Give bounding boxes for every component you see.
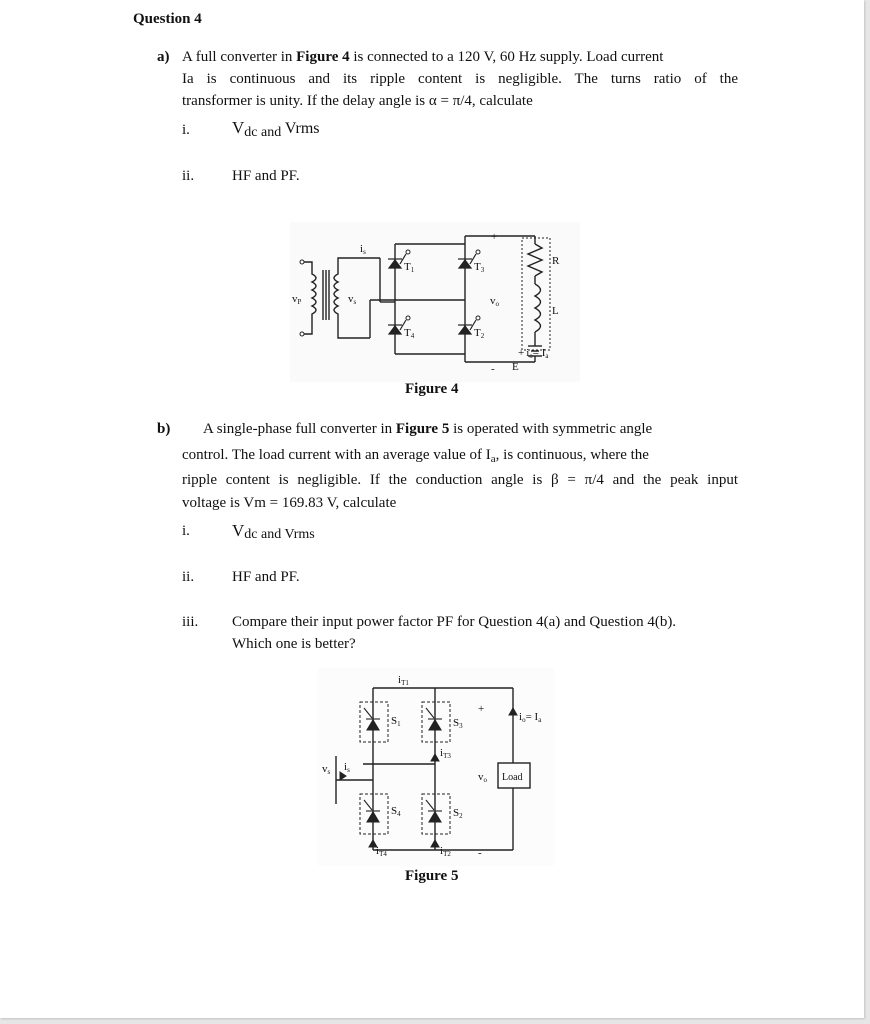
text-run: , is continuous, where the (495, 447, 649, 463)
part-a-label: a) (157, 49, 170, 65)
figure-5-circuit (318, 668, 554, 866)
label-e: E (512, 361, 519, 373)
part-b-line-1 (203, 418, 738, 441)
label-t4: T4 (404, 327, 415, 340)
label-t1: T1 (404, 261, 415, 274)
part-a-line-2: Ia is continuous and its ripple content is negligible. The turns ratio of the (182, 71, 738, 87)
part-b-label: b) (157, 421, 171, 437)
label-s3: S3 (453, 717, 463, 730)
label-vs: vs (348, 293, 357, 306)
label-it2: iT2 (440, 845, 451, 858)
part-a-item-2-num: ii. (182, 168, 195, 184)
label-t2: T2 (474, 327, 485, 340)
text-run: dc and (244, 125, 282, 140)
figure-4-circuit (290, 222, 580, 382)
part-b-item-1-num: i. (182, 523, 190, 539)
label-vo: vo (490, 295, 499, 308)
figure-4-caption: Figure 4 (405, 381, 459, 397)
text-run: a (490, 453, 496, 465)
label-s1: S1 (391, 715, 401, 728)
label-vo: vo (478, 771, 487, 784)
label-vp: vP (292, 293, 302, 306)
label-l: L (552, 305, 559, 317)
label-plus: + (478, 703, 485, 715)
label-t3: T3 (474, 261, 485, 274)
text-run: V (232, 118, 245, 137)
part-a-line-1 (182, 46, 738, 69)
text-run: is operated with symmetric angle (449, 421, 653, 437)
part-a-item-1-text (232, 117, 320, 142)
label-it1: iT1 (398, 674, 409, 687)
label-is: is (344, 761, 350, 774)
part-b-item-2-text: HF and PF. (232, 569, 300, 585)
label-plus: + (491, 231, 498, 243)
question-title: Question 4 (133, 11, 202, 27)
part-b-item-1-text (232, 520, 315, 545)
text-run: control. The load current with an average value of I (182, 447, 491, 463)
part-b-item-2-num: ii. (182, 569, 195, 585)
text-run: A single-phase full converter in (203, 421, 396, 437)
label-load: Load (502, 772, 523, 783)
label-io: + io= Ia (518, 347, 549, 360)
part-a-line-3: transformer is unity. If the delay angle is α = π/4, calculate (182, 93, 533, 109)
text-run: V (232, 521, 245, 540)
part-a-item-1-num: i. (182, 122, 190, 138)
label-vs: vs (322, 763, 331, 776)
part-b-item-3-line-2: Which one is better? (232, 636, 356, 652)
label-s4: S4 (391, 805, 401, 818)
part-a-item-2-text: HF and PF. (232, 168, 300, 184)
label-minus: - (478, 847, 482, 859)
label-r: R (552, 255, 560, 267)
part-b-line-3: ripple content is negligible. If the conduction angle is β = π/4 and the peak input (182, 472, 738, 488)
text-run: Vrms (281, 120, 320, 137)
label-s2: S2 (453, 807, 463, 820)
text-run: is connected to a 120 V, 60 Hz supply. Load current (349, 49, 664, 65)
label-minus: - (491, 363, 495, 375)
part-b-line-2 (182, 444, 738, 468)
label-is: is (360, 243, 366, 256)
part-b-item-3-line-1: Compare their input power factor PF for Question 4(a) and Question 4(b). (232, 614, 677, 630)
part-b-line-4: voltage is Vm = 169.83 V, calculate (182, 495, 397, 511)
label-io: io= Ia (519, 711, 542, 724)
label-it4: iT4 (376, 845, 387, 858)
figure-5-caption: Figure 5 (405, 868, 459, 884)
figure-ref: Figure 5 (395, 421, 450, 437)
text-run: dc and Vrms (244, 527, 315, 542)
text-run: A full converter in (182, 49, 297, 65)
label-it3: iT3 (440, 747, 451, 760)
part-b-item-3-num: iii. (182, 614, 199, 630)
figure-ref: Figure 4 (296, 49, 350, 65)
